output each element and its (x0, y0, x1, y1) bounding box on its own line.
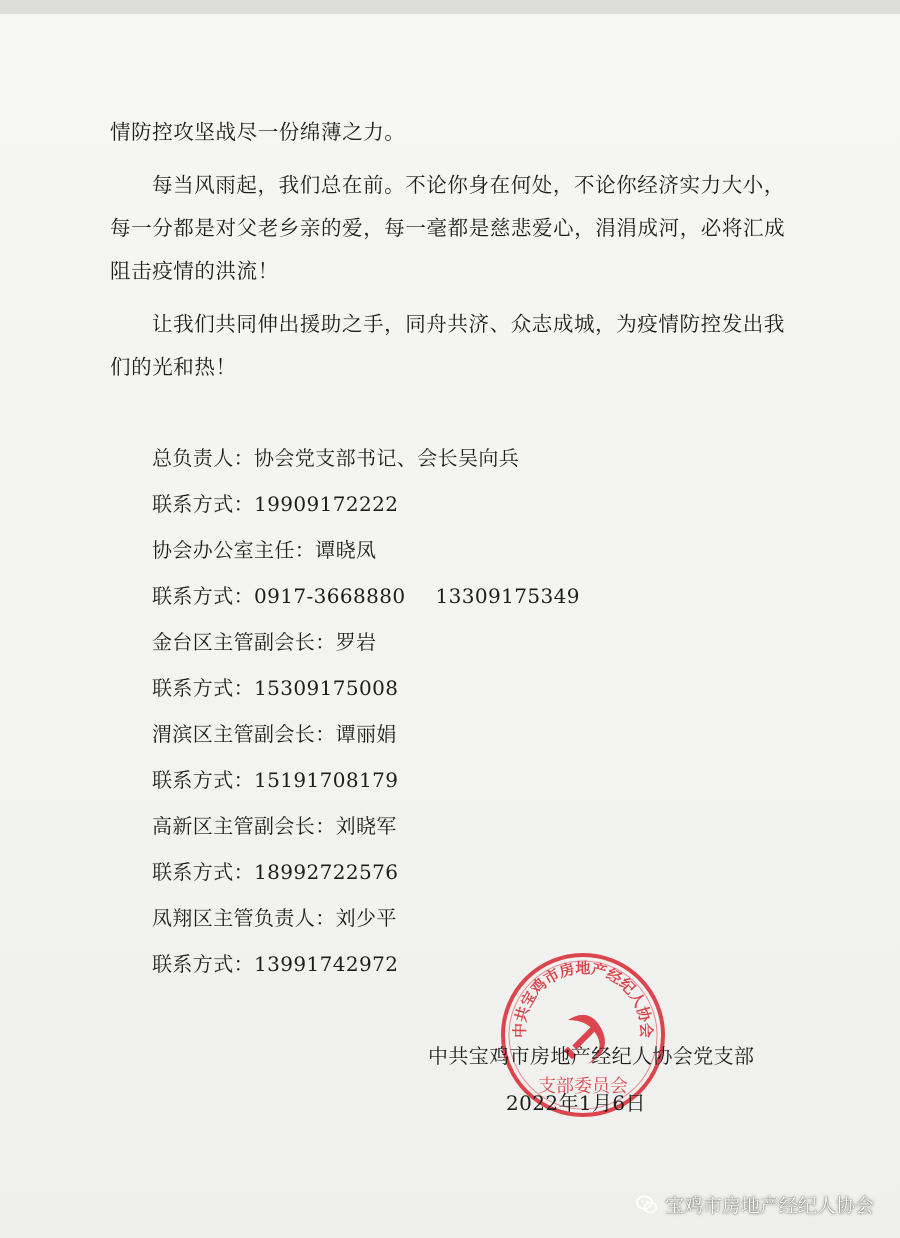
contact-phone: 联系方式：18992722576 (152, 860, 399, 884)
contact-role: 协会办公室主任：谭晓凤 (152, 538, 377, 562)
contact-role: 总负责人：协会党支部书记、会长吴向兵 (152, 446, 520, 470)
contact-phone: 联系方式：15309175008 (152, 676, 399, 700)
body-text-line: 让我们共同伸出援助之手，同舟共济、众志成城，为疫情防控发出我 (152, 312, 785, 336)
body-text-line: 们的光和热！ (110, 355, 237, 379)
seal-bottom-text: 支部委员会 (538, 1076, 628, 1097)
contact-phone: 联系方式：15191708179 (152, 768, 399, 792)
wechat-icon (635, 1193, 659, 1217)
contact-role: 凤翔区主管负责人：刘少平 (152, 906, 397, 930)
source-name: 宝鸡市房地产经纪人协会 (664, 1195, 874, 1217)
page-top-edge (0, 0, 900, 14)
body-text-line: 情防控攻坚战尽一份绵薄之力。 (110, 120, 406, 144)
contact-role: 渭滨区主管副会长：谭丽娟 (152, 722, 397, 746)
contact-phone: 联系方式：0917-3668880 (152, 584, 406, 608)
contact-role: 高新区主管副会长：刘晓军 (152, 814, 397, 838)
body-text-line: 每当风雨起，我们总在前。不论你身在何处，不论你经济实力大小， (152, 173, 785, 197)
body-text-line: 每一分都是对父老乡亲的爱，每一毫都是慈悲爱心，涓涓成河，必将汇成 (110, 216, 786, 240)
contact-phone: 联系方式：19909172222 (152, 492, 399, 516)
signature-org: 中共宝鸡市房地产经纪人协会党支部 (428, 1044, 755, 1068)
contact-phone-extra: 13309175349 (435, 584, 580, 608)
source-watermark (635, 1191, 874, 1218)
seal-arc-text: 中共宝鸡市房地产经纪人协会 (510, 959, 656, 1039)
contact-role: 金台区主管副会长：罗岩 (152, 630, 377, 654)
body-text-line: 阻击疫情的洪流！ (110, 259, 279, 283)
contact-phone-row (152, 581, 580, 611)
signature-date: 2022年1月6日 (506, 1091, 646, 1115)
contact-phone: 联系方式：13991742972 (152, 952, 399, 976)
